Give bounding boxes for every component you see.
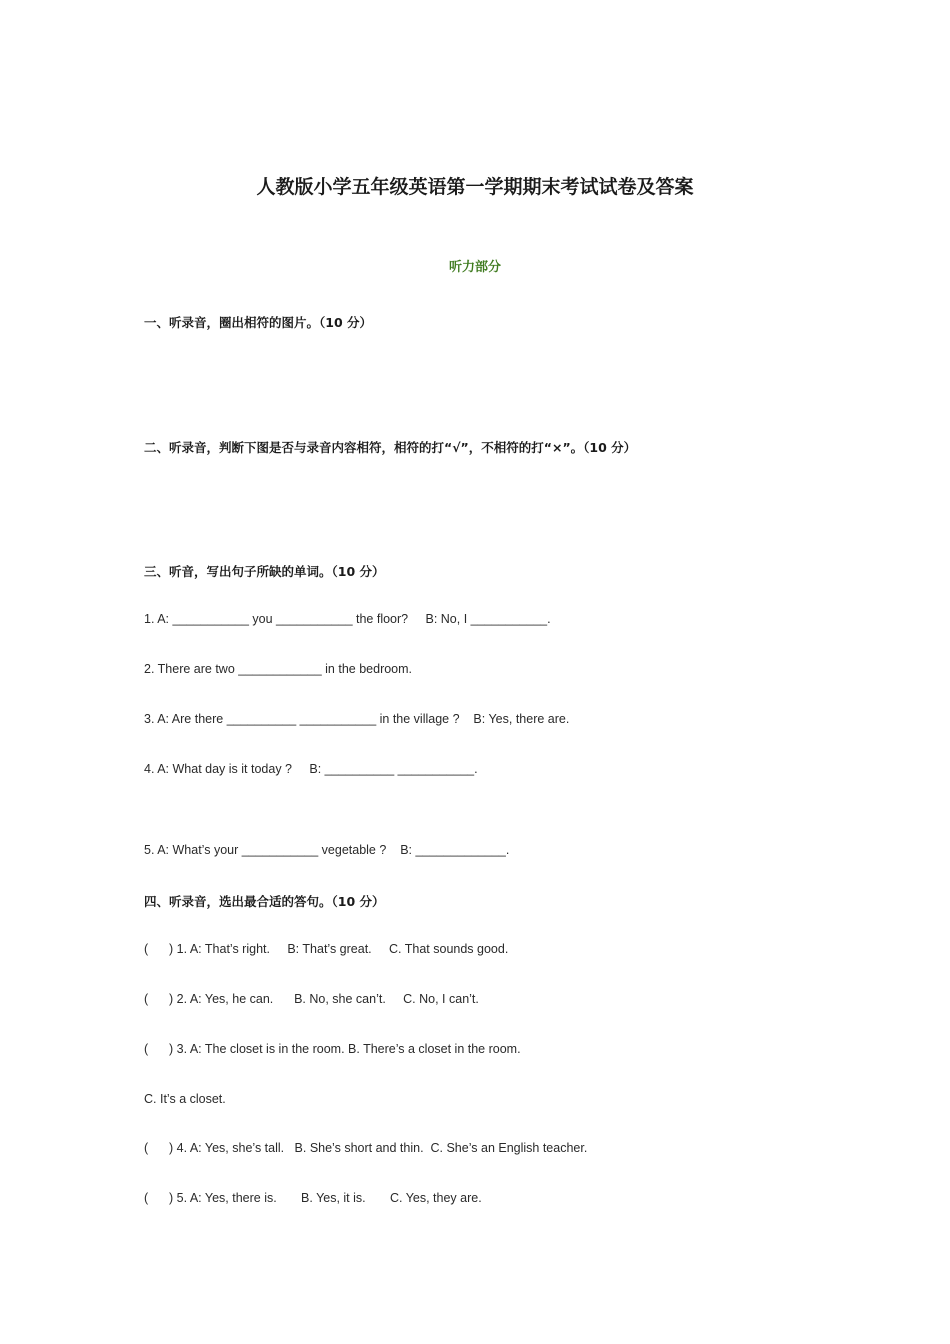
part3-item-4: 4. A: What day is it today ? B: __________ ___________. [144, 762, 478, 776]
part2-heading: 二、听录音，判断下图是否与录音内容相符，相符的打“√”，不相符的打“×”。（10 分） [144, 440, 637, 455]
section-heading-listening: 听力部分 [448, 260, 501, 275]
part4-item-5: ( ) 5. A: Yes, there is. B. Yes, it is. C. Yes, they are. [144, 1191, 482, 1205]
part3-item-1: 1. A: ___________ you ___________ the floor? B: No, I ___________. [144, 612, 551, 626]
part4-item-1: ( ) 1. A: That’s right. B: That’s great. C. That sounds good. [144, 942, 509, 956]
page-title: 人教版小学五年级英语第一学期期末考试试卷及答案 [256, 176, 694, 198]
part4-heading: 四、听录音，选出最合适的答句。（10 分） [144, 894, 385, 909]
part3-item-5: 5. A: What’s your ___________ vegetable ? B: _____________. [144, 843, 510, 857]
part3-heading: 三、听音，写出句子所缺的单词。（10 分） [144, 564, 385, 579]
part4-item-4: ( ) 4. A: Yes, she’s tall. B. She’s short and thin. C. She’s an English teacher. [144, 1141, 588, 1155]
part4-item-2: ( ) 2. A: Yes, he can. B. No, she can’t. C. No, I can’t. [144, 992, 479, 1006]
part4-item-3: ( ) 3. A: The closet is in the room. B. There’s a closet in the room. [144, 1042, 521, 1056]
part3-item-2: 2. There are two ____________ in the bedroom. [144, 662, 413, 676]
part3-item-3: 3. A: Are there __________ ___________ in the village ? B: Yes, there are. [144, 712, 570, 726]
part1-heading: 一、听录音，圈出相符的图片。（10 分） [144, 315, 372, 330]
part4-item-3-option-c: C. It’s a closet. [144, 1092, 226, 1106]
